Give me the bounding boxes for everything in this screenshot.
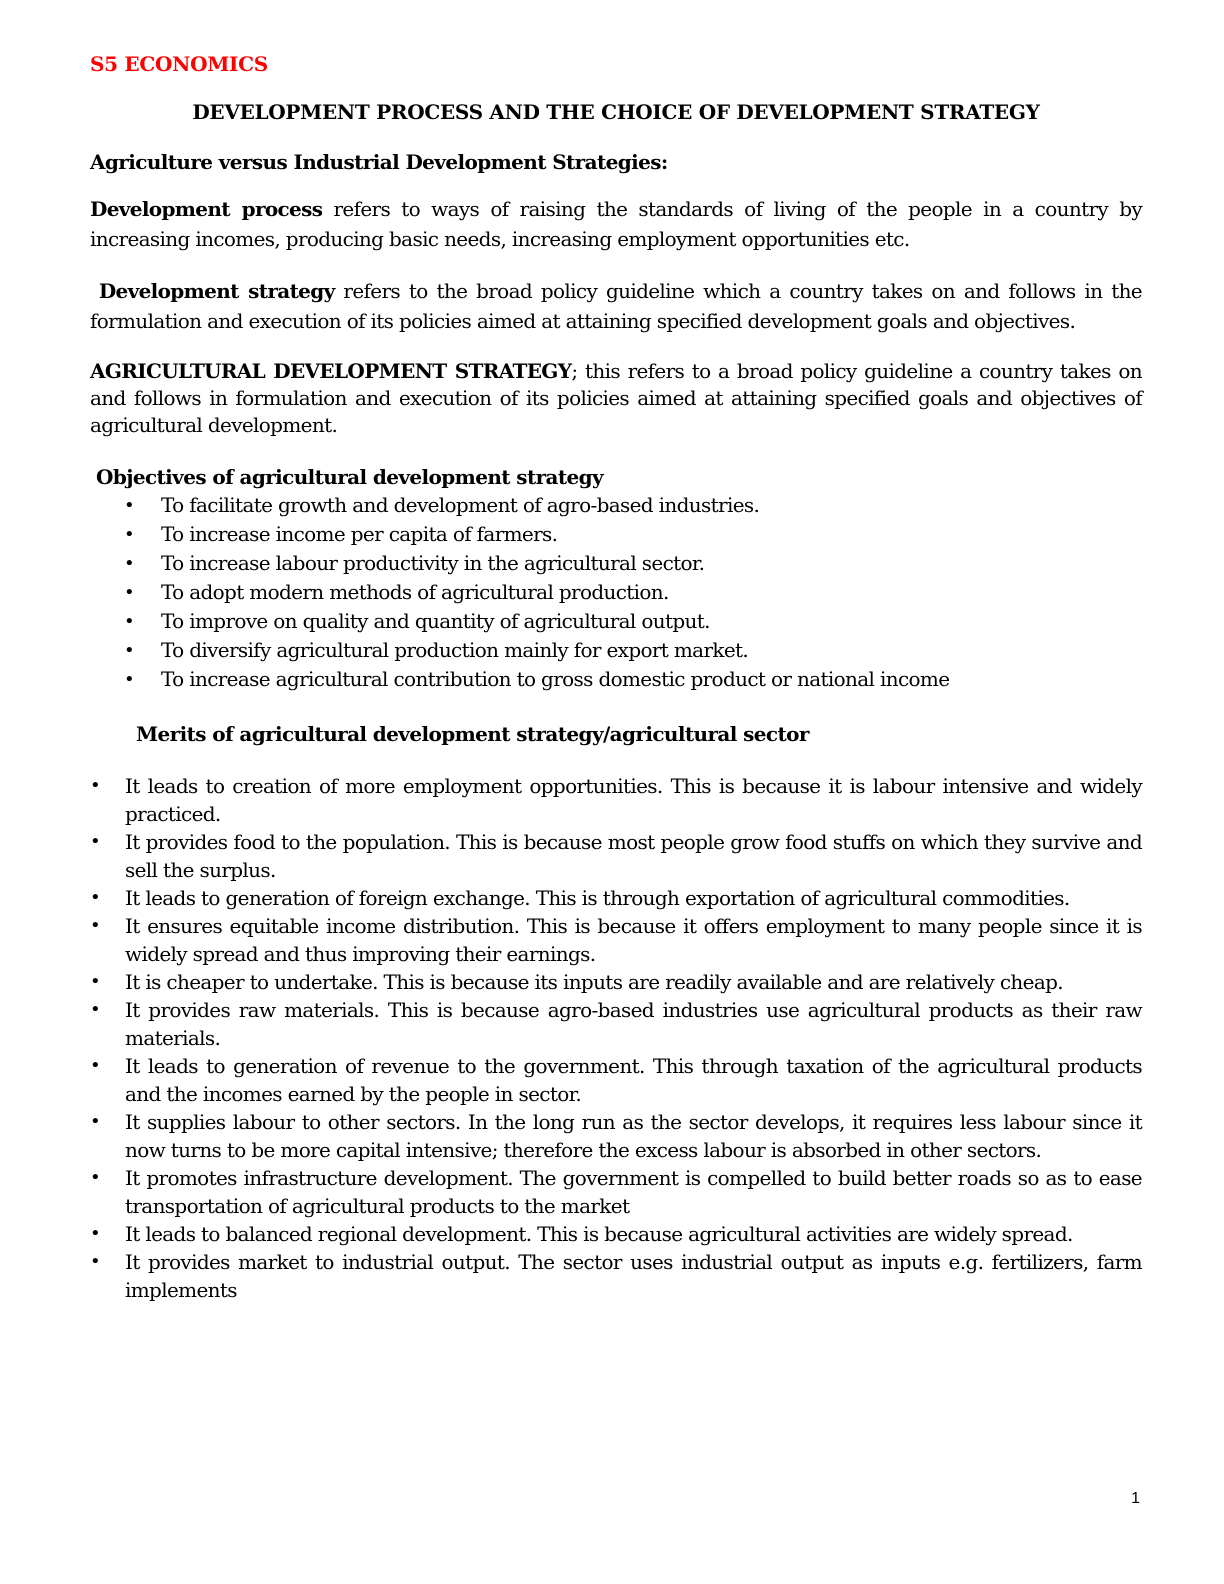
objectives-heading: Objectives of agricultural development strategy <box>96 465 604 489</box>
list-item-text: It provides food to the population. This is because most people grow food stuffs on which they survive and sell the surplus. <box>125 830 1142 882</box>
list-item-text: It leads to generation of revenue to the government. This through taxation of the agricultural products and the incomes earned by the people in sector. <box>125 1054 1142 1106</box>
page-number: 1 <box>1131 1490 1140 1507</box>
list-item <box>90 665 1142 694</box>
bullet-icon: • <box>124 611 134 632</box>
bullet-icon: • <box>124 582 134 603</box>
list-item-text: It promotes infrastructure development. The government is compelled to build better roads so as to ease transportation of agricultural products to the market <box>125 1166 1142 1218</box>
bullet-icon: • <box>124 669 134 690</box>
list-item <box>90 884 1142 912</box>
bullet-icon: • <box>124 553 134 574</box>
list-item <box>90 1164 1142 1220</box>
list-item <box>90 1108 1142 1164</box>
bullet-icon: • <box>90 915 100 936</box>
section-heading: Agriculture versus Industrial Development Strategies: <box>90 150 668 174</box>
bullet-icon: • <box>90 887 100 908</box>
definition-term: AGRICULTURAL DEVELOPMENT STRATEGY <box>90 359 572 383</box>
definition-term: Development process <box>90 197 323 221</box>
list-item <box>90 520 1142 549</box>
bullet-icon: • <box>90 831 100 852</box>
bullet-icon: • <box>90 775 100 796</box>
list-item <box>90 578 1142 607</box>
list-item-text: It leads to creation of more employment opportunities. This is because it is labour intensive and widely practiced. <box>125 774 1142 826</box>
list-item <box>90 912 1142 968</box>
list-item <box>90 549 1142 578</box>
list-item-text: It supplies labour to other sectors. In the long run as the sector develops, it requires less labour since it now turns to be more capital intensive; therefore the excess labour is absorbed in other sectors. <box>125 1110 1142 1162</box>
bullet-icon: • <box>90 1251 100 1272</box>
bullet-icon: • <box>90 1111 100 1132</box>
document-title: DEVELOPMENT PROCESS AND THE CHOICE OF DEVELOPMENT STRATEGY <box>192 100 1040 124</box>
list-item-text: It provides raw materials. This is because agro-based industries use agricultural products as their raw materials. <box>125 998 1142 1050</box>
bullet-icon: • <box>90 1055 100 1076</box>
list-item-text: To adopt modern methods of agricultural production. <box>161 580 669 604</box>
list-item <box>90 772 1142 828</box>
list-item-text: To improve on quality and quantity of agricultural output. <box>161 609 710 633</box>
bullet-icon: • <box>90 1223 100 1244</box>
list-item-text: It is cheaper to undertake. This is because its inputs are readily available and are relatively cheap. <box>125 970 1063 994</box>
bullet-icon: • <box>124 640 134 661</box>
development-strategy-definition <box>90 276 1142 336</box>
list-item-text: It ensures equitable income distribution. This is because it offers employment to many people since it is widely spread and thus improving their earnings. <box>125 914 1142 966</box>
bullet-icon: • <box>90 971 100 992</box>
list-item-text: To facilitate growth and development of agro-based industries. <box>161 493 760 517</box>
list-item <box>90 996 1142 1052</box>
merits-heading: Merits of agricultural development strategy/agricultural sector <box>136 722 809 746</box>
list-item <box>90 491 1142 520</box>
list-item <box>90 1248 1142 1304</box>
subject-label: S5 ECONOMICS <box>90 52 268 76</box>
definition-text: ; this refers to a broad policy guideline a country takes on and follows in formulation and execution of its policies aimed at attaining specified goals and objectives of agricultural development. <box>90 359 1142 437</box>
definition-text: refers to ways of raising the standards of living of the people in a country by increasing incomes, producing basic needs, increasing employment opportunities etc. <box>90 197 1142 251</box>
list-item-text: It provides market to industrial output. The sector uses industrial output as inputs e.g. fertilizers, farm implements <box>125 1250 1142 1302</box>
list-item <box>90 828 1142 884</box>
bullet-icon: • <box>90 999 100 1020</box>
list-item <box>90 1220 1142 1248</box>
merits-list <box>90 772 1142 1304</box>
bullet-icon: • <box>124 495 134 516</box>
definition-text: refers to the broad policy guideline which a country takes on and follows in the formulation and execution of its policies aimed at attaining specified development goals and objectives. <box>90 279 1142 333</box>
list-item-text: To increase labour productivity in the agricultural sector. <box>161 551 705 575</box>
document-page <box>90 48 1142 1304</box>
definition-term: Development strategy <box>98 279 335 303</box>
bullet-icon: • <box>90 1167 100 1188</box>
list-item-text: To increase income per capita of farmers. <box>161 522 558 546</box>
list-item-text: To increase agricultural contribution to gross domestic product or national income <box>161 667 950 691</box>
list-item-text: To diversify agricultural production mainly for export market. <box>161 638 749 662</box>
list-item <box>90 968 1142 996</box>
development-process-definition <box>90 194 1142 254</box>
agricultural-strategy-definition <box>90 358 1142 439</box>
list-item <box>90 1052 1142 1108</box>
list-item <box>90 607 1142 636</box>
list-item-text: It leads to generation of foreign exchange. This is through exportation of agricultural commodities. <box>125 886 1070 910</box>
list-item-text: It leads to balanced regional development. This is because agricultural activities are widely spread. <box>125 1222 1073 1246</box>
list-item <box>90 636 1142 665</box>
objectives-list <box>90 491 1142 694</box>
bullet-icon: • <box>124 524 134 545</box>
